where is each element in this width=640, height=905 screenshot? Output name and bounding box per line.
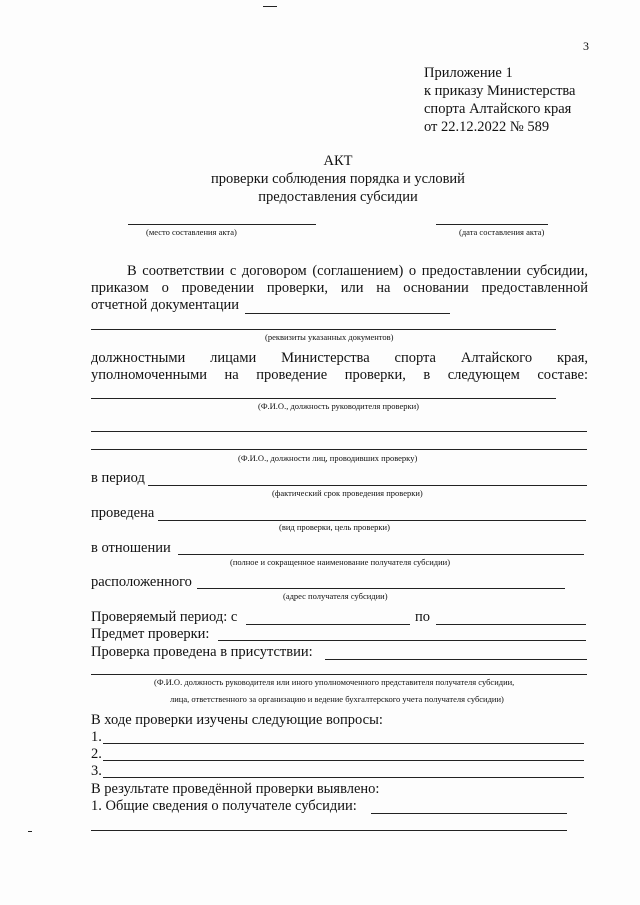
question-3-line — [103, 777, 584, 778]
question-1-line — [103, 743, 584, 744]
checked-period-label: Проверяемый период: с — [91, 609, 238, 625]
page-number: 3 — [583, 39, 589, 53]
located-line — [197, 588, 565, 589]
subject-label: Предмет проверки: — [91, 626, 210, 642]
place-caption: (место составления акта) — [146, 227, 237, 237]
conducted-label: проведена — [91, 505, 155, 521]
persons-line-2 — [91, 449, 587, 450]
general-info-label: 1. Общие сведения о получателе субсидии: — [91, 798, 357, 814]
subject-line — [218, 640, 586, 641]
questions-heading: В ходе проверки изучены следующие вопросы: — [91, 712, 383, 728]
located-label: расположенного — [91, 574, 192, 590]
question-3-num: 3. — [91, 763, 102, 779]
conducted-line — [158, 520, 586, 521]
head-line — [91, 398, 556, 399]
docs-line — [91, 329, 556, 330]
presence-caption-2: лица, ответственного за организацию и ведение бухгалтерского учета получателя субсидии) — [170, 694, 504, 704]
result-heading: В результате проведённой проверки выявлено: — [91, 781, 380, 797]
regarding-label: в отношении — [91, 540, 171, 556]
presence-caption-1: (Ф.И.О. должность руководителя или иного уполномоченного представителя получателя субсидии, — [154, 677, 515, 687]
appendix-line-4: от 22.12.2022 № 589 — [424, 119, 550, 135]
question-2-num: 2. — [91, 746, 102, 762]
top-mark — [263, 6, 277, 7]
p1-line-2: приказом о проведении проверки, или на основании предоставленной — [91, 280, 588, 296]
recipient-caption: (полное и сокращенное наименование получателя субсидии) — [230, 557, 451, 567]
appendix-line-1: Приложение 1 — [424, 65, 513, 81]
p1-line-1: В соответствии с договором (соглашением) о предоставлении субсидии, — [127, 263, 588, 279]
persons-line-1 — [91, 431, 587, 432]
term-caption: (фактический срок проведения проверки) — [272, 488, 423, 498]
appendix-line-2: к приказу Министерства — [424, 83, 576, 99]
period-to-label: по — [415, 609, 431, 625]
presence-label: Проверка проведена в присутствии: — [91, 644, 313, 660]
question-1-num: 1. — [91, 729, 102, 745]
docs-caption: (реквизиты указанных документов) — [265, 332, 394, 342]
presence-line-short — [325, 659, 587, 660]
type-caption: (вид проверки, цель проверки) — [279, 522, 390, 532]
period-label: в период — [91, 470, 145, 486]
p2-line-1: должностными лицами Министерства спорта Алтайского края, — [91, 350, 588, 366]
title-line-2: проверки соблюдения порядка и условий — [211, 171, 465, 187]
persons-caption: (Ф.И.О., должности лиц, проводивших проверку) — [238, 453, 418, 463]
date-caption: (дата составления акта) — [459, 227, 545, 237]
general-info-line — [91, 830, 567, 831]
place-line — [128, 224, 316, 225]
title-akt: АКТ — [323, 153, 353, 169]
address-caption: (адрес получателя субсидии) — [283, 591, 388, 601]
question-2-line — [103, 760, 584, 761]
regarding-line — [178, 554, 584, 555]
docs-line-short — [245, 313, 450, 314]
presence-line — [91, 674, 587, 675]
p2-line-2: уполномоченными на проведение проверки, в следующем составе: — [91, 367, 588, 383]
period-to-line — [436, 624, 586, 625]
appendix-line-3: спорта Алтайского края — [424, 101, 572, 117]
p1-line-3: отчетной документации — [91, 297, 239, 313]
general-info-line-short — [371, 813, 567, 814]
date-line — [436, 224, 548, 225]
title-line-3: предоставления субсидии — [258, 189, 418, 205]
head-caption: (Ф.И.О., должность руководителя проверки) — [258, 401, 420, 411]
period-from-line — [246, 624, 410, 625]
period-line — [148, 485, 587, 486]
margin-mark — [28, 831, 32, 832]
